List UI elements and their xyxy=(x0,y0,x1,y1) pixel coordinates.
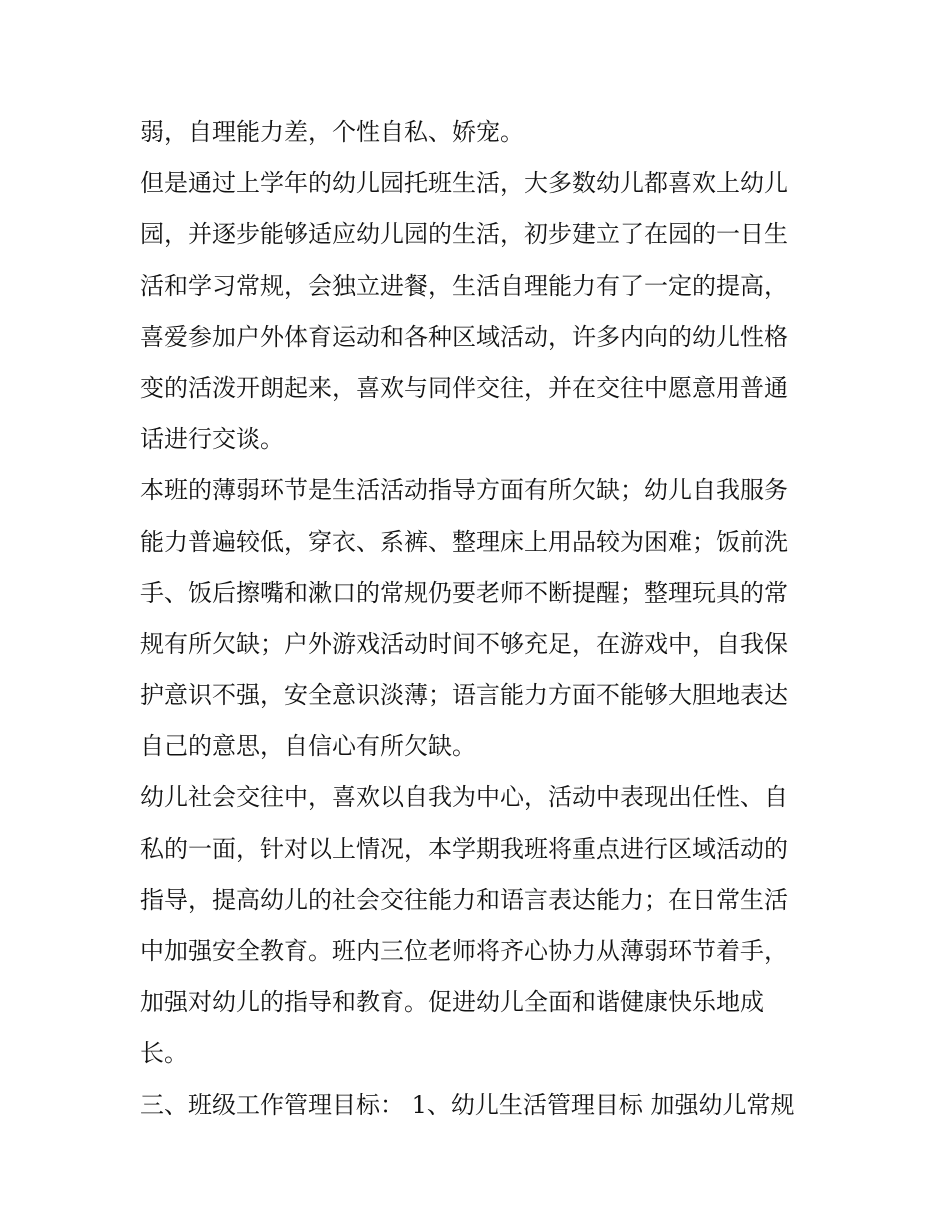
text-line: 指导，提高幼儿的社会交往能力和语言表达能力；在日常生活 xyxy=(140,885,788,914)
text-line: 三、班级工作管理目标： 1、幼儿生活管理目标 加强幼儿常规 xyxy=(140,1090,795,1119)
text-line: 活和学习常规，会独立进餐，生活自理能力有了一定的提高， xyxy=(140,271,788,300)
text-line: 幼儿社会交往中，喜欢以自我为中心，活动中表现出任性、自 xyxy=(140,783,788,812)
text-line: 规有所欠缺；户外游戏活动时间不够充足，在游戏中，自我保 xyxy=(140,629,788,658)
text-line: 私的一面，针对以上情况，本学期我班将重点进行区域活动的 xyxy=(140,834,788,863)
text-line: 中加强安全教育。班内三位老师将齐心协力从薄弱环节着手， xyxy=(140,937,788,965)
text-line: 喜爱参加户外体育运动和各种区域活动，许多内向的幼儿性格 xyxy=(140,322,788,351)
text-line: 园，并逐步能够适应幼儿园的生活，初步建立了在园的一日生 xyxy=(140,220,788,249)
text-line: 弱，自理能力差，个性自私、娇宠。 xyxy=(140,118,524,146)
text-line: 但是通过上学年的幼儿园托班生活，大多数幼儿都喜欢上幼儿 xyxy=(140,169,788,198)
text-line: 话进行交谈。 xyxy=(140,425,284,454)
text-line: 护意识不强，安全意识淡薄；语言能力方面不能够大胆地表达 xyxy=(140,681,788,710)
text-line: 手、饭后擦嘴和漱口的常规仍要老师不断提醒；整理玩具的常 xyxy=(140,578,788,607)
text-line: 自己的意思，自信心有所欠缺。 xyxy=(140,732,476,761)
text-line: 变的活泼开朗起来，喜欢与同伴交往，并在交往中愿意用普通 xyxy=(140,373,788,402)
text-line: 本班的薄弱环节是生活活动指导方面有所欠缺；幼儿自我服务 xyxy=(140,476,788,505)
text-line: 加强对幼儿的指导和教育。促进幼儿全面和谐健康快乐地成 xyxy=(140,988,764,1017)
text-line: 长。 xyxy=(140,1039,188,1068)
text-line: 能力普遍较低，穿衣、系裤、整理床上用品较为困难；饭前洗 xyxy=(140,527,788,556)
document-body xyxy=(140,107,820,1131)
